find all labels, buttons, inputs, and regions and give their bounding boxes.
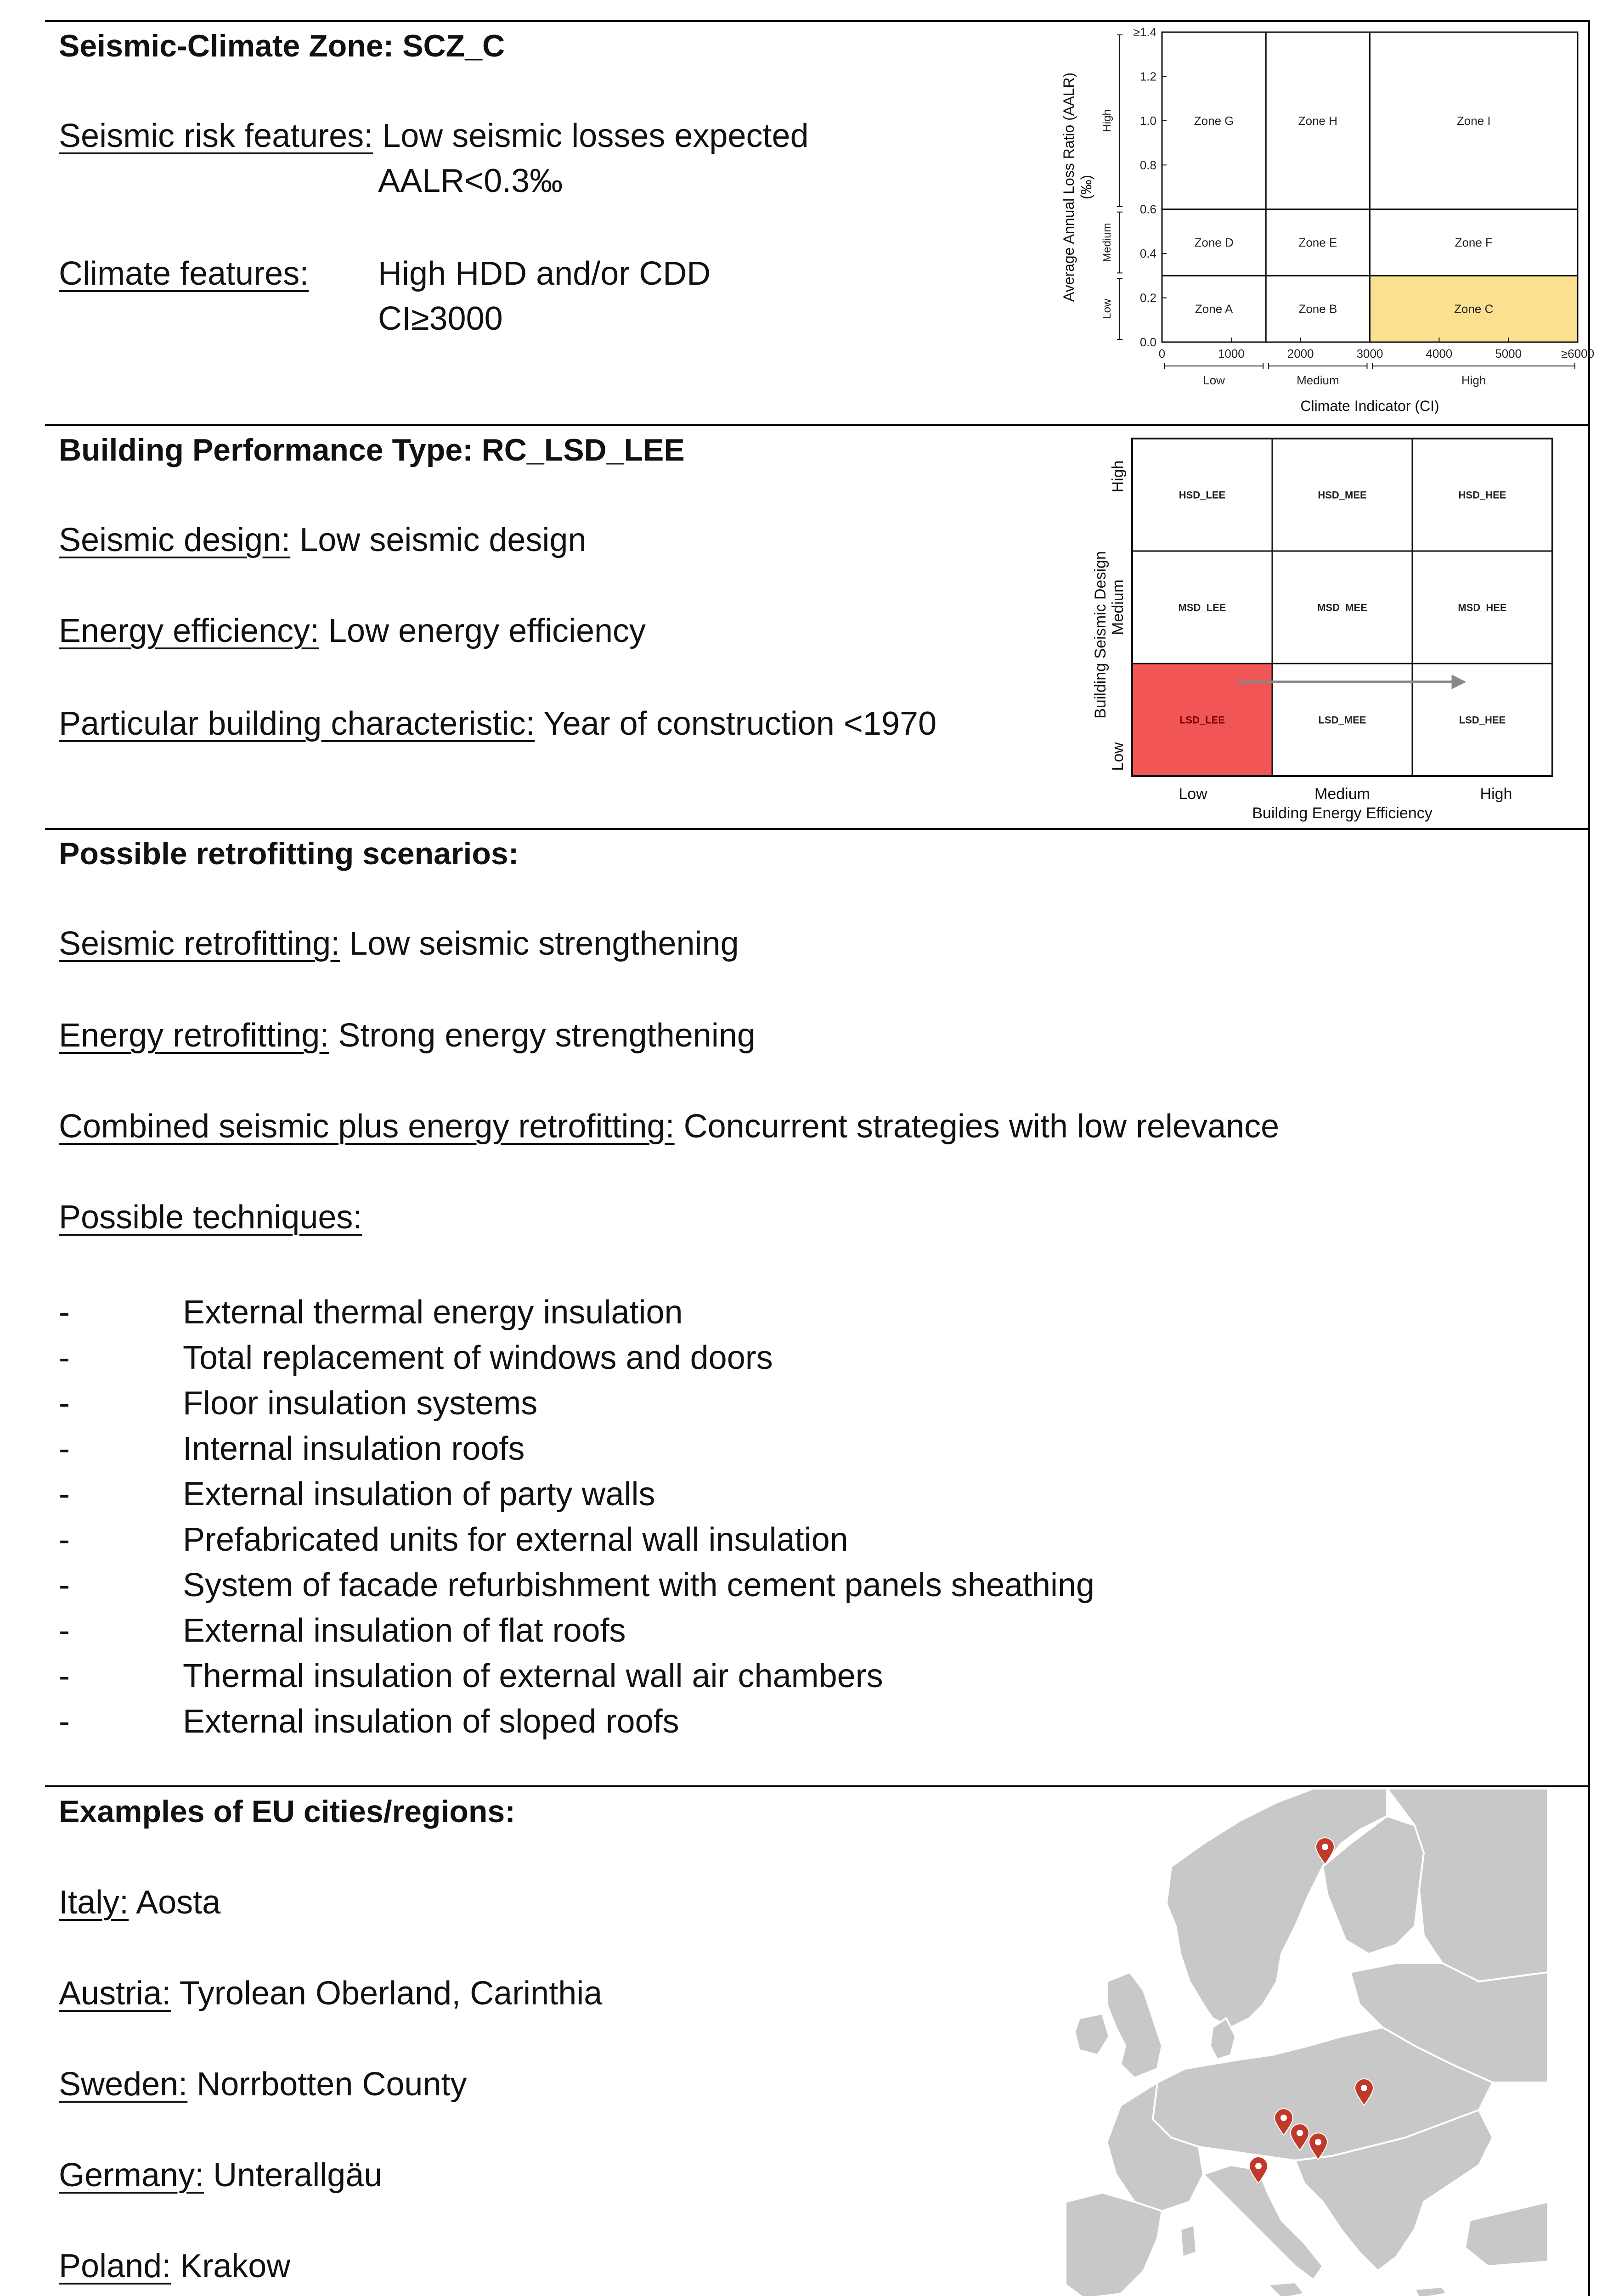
example-places: Unterallgäu (204, 2157, 383, 2194)
zone-chart (1060, 23, 1595, 422)
list-dash: - (59, 1658, 70, 1694)
technique-item (59, 1563, 1095, 1608)
type-cell-label: MSD_MEE (1317, 602, 1367, 613)
x-axis-title: Climate Indicator (CI) (1300, 398, 1439, 414)
zone-title: Seismic-Climate Zone: SCZ_C (59, 28, 505, 63)
seismic-retrofit-value: Low seismic strengthening (349, 925, 739, 962)
map-pin-dot (1315, 2139, 1321, 2145)
list-dash: - (59, 1294, 70, 1331)
seismic-risk-label: Seismic risk features: (59, 118, 373, 154)
example-country: Germany: (59, 2157, 204, 2194)
x-tick-label: 1000 (1218, 347, 1245, 360)
x-tick-label: 4000 (1426, 347, 1453, 360)
technique-text: Thermal insulation of external wall air chambers (183, 1658, 883, 1694)
list-dash: - (59, 1703, 70, 1740)
zone-cell-label: Zone B (1298, 302, 1337, 316)
technique-item (59, 1290, 1094, 1335)
zone-cell-label: Zone G (1194, 113, 1234, 128)
type-cell-label: LSD_LEE (1179, 714, 1225, 726)
aalr-threshold: AALR<0.3‰ (378, 163, 563, 199)
zone-cell-label: Zone E (1298, 236, 1337, 250)
type-cell-label: HSD_MEE (1318, 489, 1367, 501)
zone-section (59, 28, 1023, 413)
list-dash: - (59, 1339, 70, 1376)
energy-retrofit-value: Strong energy strengthening (338, 1017, 756, 1054)
technique-text: Prefabricated units for external wall insulation (183, 1521, 848, 1558)
row-divider-3 (45, 1785, 1590, 1787)
example-row (59, 1974, 602, 2013)
list-dash: - (59, 1476, 70, 1513)
technique-text: External insulation of sloped roofs (183, 1703, 679, 1740)
y-tick-label: 0.2 (1139, 291, 1156, 305)
map-pin-dot (1255, 2163, 1262, 2169)
row-divider-2 (45, 828, 1590, 830)
technique-text: External insulation of party walls (183, 1476, 655, 1513)
row-divider-1 (45, 424, 1590, 426)
x-axis-title: Building Energy Efficiency (1252, 805, 1433, 822)
ci-threshold: CI≥3000 (378, 300, 503, 337)
example-country: Austria: (59, 1975, 171, 2012)
x-tick-label: 0 (1158, 347, 1166, 360)
type-cell-label: LSD_MEE (1318, 714, 1366, 726)
example-places: Aosta (129, 1884, 221, 1921)
combined-retrofit-value: Concurrent strategies with low relevance (683, 1108, 1280, 1145)
x-band-label: High (1461, 373, 1486, 387)
y-category-label: Medium (1109, 580, 1127, 635)
x-band-label: Medium (1297, 373, 1339, 387)
x-band-label: Low (1203, 373, 1225, 387)
land-region (1180, 2225, 1196, 2257)
energy-retrofit-row (59, 1016, 756, 1055)
map-pin-dot (1322, 1844, 1328, 1850)
example-row (59, 2247, 290, 2285)
table-border-right (1588, 20, 1590, 2296)
seismic-design-row (59, 521, 587, 559)
y-tick-label: 0.8 (1139, 158, 1156, 172)
zone-cell-label: Zone C (1454, 302, 1494, 316)
x-category-label: High (1480, 785, 1512, 803)
technique-item (59, 1472, 1094, 1517)
type-cell-label: HSD_LEE (1179, 489, 1226, 501)
y-tick-label: 0.0 (1139, 335, 1156, 349)
list-dash: - (59, 1430, 70, 1467)
y-band-label: High (1101, 109, 1113, 132)
technique-text: System of facade refurbishment with cement panels sheathing (183, 1567, 1095, 1604)
y-band-label: Low (1101, 298, 1113, 319)
y-tick-label: 0.6 (1139, 202, 1156, 216)
map-pin-dot (1297, 2130, 1303, 2136)
examples-section (59, 1793, 1023, 2296)
seismic-design-value: Low seismic design (299, 522, 587, 558)
y-tick-label: 1.2 (1139, 69, 1156, 84)
map-pin-dot (1361, 2085, 1367, 2091)
zone-cell-label: Zone A (1195, 302, 1233, 316)
y-tick-label: ≥1.4 (1133, 25, 1156, 39)
example-country: Italy: (59, 1884, 129, 1921)
europe-map (1066, 1789, 1585, 2296)
techniques-heading (59, 1198, 362, 1237)
technique-text: Floor insulation systems (183, 1385, 538, 1422)
particular-label: Particular building characteristic: (59, 705, 535, 742)
x-tick-label: ≥6000 (1561, 347, 1595, 360)
building-title: Building Performance Type: RC_LSD_LEE (59, 433, 685, 467)
seismic-retrofit-label: Seismic retrofitting: (59, 925, 340, 962)
y-tick-label: 1.0 (1139, 113, 1156, 128)
examples-title: Examples of EU cities/regions: (59, 1794, 515, 1829)
energy-efficiency-label: Energy efficiency: (59, 613, 319, 649)
example-row (59, 2156, 382, 2195)
example-places: Krakow (171, 2248, 291, 2285)
example-country: Poland: (59, 2248, 171, 2285)
climate-value: High HDD and/or CDD (378, 255, 711, 292)
example-row (59, 1883, 220, 1922)
seismic-risk-row (59, 117, 809, 155)
x-tick-label: 5000 (1495, 347, 1522, 360)
technique-text: Total replacement of windows and doors (183, 1339, 773, 1376)
list-dash: - (59, 1385, 70, 1422)
combined-retrofit-row (59, 1107, 1279, 1146)
seismic-risk-value: Low seismic losses expected (382, 118, 809, 154)
particular-row (59, 704, 936, 743)
building-section (59, 432, 1069, 817)
y-category-label: High (1109, 460, 1127, 493)
y-axis-unit: (‰) (1078, 174, 1094, 200)
techniques-list (59, 1290, 1095, 1745)
example-country: Sweden: (59, 2066, 188, 2103)
techniques-label: Possible techniques: (59, 1199, 362, 1236)
technique-item (59, 1608, 1094, 1654)
x-category-label: Medium (1314, 785, 1370, 803)
list-dash: - (59, 1567, 70, 1604)
list-dash: - (59, 1521, 70, 1558)
energy-efficiency-row (59, 612, 646, 650)
climate-features-label: Climate features: (59, 255, 309, 292)
seismic-retrofit-row (59, 924, 739, 963)
example-places: Norrbotten County (187, 2066, 467, 2103)
technique-item (59, 1335, 1094, 1381)
x-category-label: Low (1179, 785, 1207, 803)
technique-item (59, 1517, 1094, 1563)
technique-text: External insulation of flat roofs (183, 1612, 626, 1649)
zone-cell-label: Zone F (1455, 236, 1493, 250)
combined-retrofit-label: Combined seismic plus energy retrofitting: (59, 1108, 675, 1145)
zone-cell-label: Zone I (1456, 113, 1491, 128)
y-axis-title: Average Annual Loss Ratio (AALR) (1060, 72, 1077, 302)
map-pin-dot (1280, 2115, 1287, 2121)
y-band-label: Medium (1101, 223, 1113, 262)
seismic-design-label: Seismic design: (59, 522, 291, 558)
zone-cell-label: Zone D (1194, 236, 1234, 250)
type-cell-label: HSD_HEE (1458, 489, 1506, 501)
table-border-top (45, 20, 1590, 22)
technique-item (59, 1699, 1094, 1745)
climate-label (59, 254, 309, 293)
technique-text: Internal insulation roofs (183, 1430, 525, 1467)
technique-item (59, 1381, 1094, 1426)
y-tick-label: 0.4 (1139, 247, 1156, 261)
technique-item (59, 1426, 1094, 1472)
y-axis-title: Building Seismic Design (1092, 551, 1109, 719)
retrofit-title: Possible retrofitting scenarios: (59, 836, 519, 871)
type-cell-label: MSD_LEE (1178, 602, 1226, 613)
energy-efficiency-value: Low energy efficiency (328, 613, 646, 649)
retrofit-section (59, 835, 1551, 1777)
zone-cell-label: Zone H (1298, 113, 1338, 128)
technique-text: External thermal energy insulation (183, 1294, 683, 1331)
particular-value: Year of construction <1970 (543, 705, 937, 742)
technique-item (59, 1654, 1094, 1699)
x-tick-label: 3000 (1356, 347, 1383, 360)
type-cell-label: LSD_HEE (1459, 714, 1506, 726)
energy-retrofit-label: Energy retrofitting: (59, 1017, 329, 1054)
land-region (1415, 2287, 1447, 2296)
building-type-chart (1084, 434, 1585, 824)
y-category-label: Low (1109, 742, 1127, 771)
type-cell-label: MSD_HEE (1458, 602, 1507, 613)
example-row (59, 2065, 467, 2104)
x-tick-label: 2000 (1287, 347, 1314, 360)
example-places: Tyrolean Oberland, Carinthia (171, 1975, 603, 2012)
list-dash: - (59, 1612, 70, 1649)
